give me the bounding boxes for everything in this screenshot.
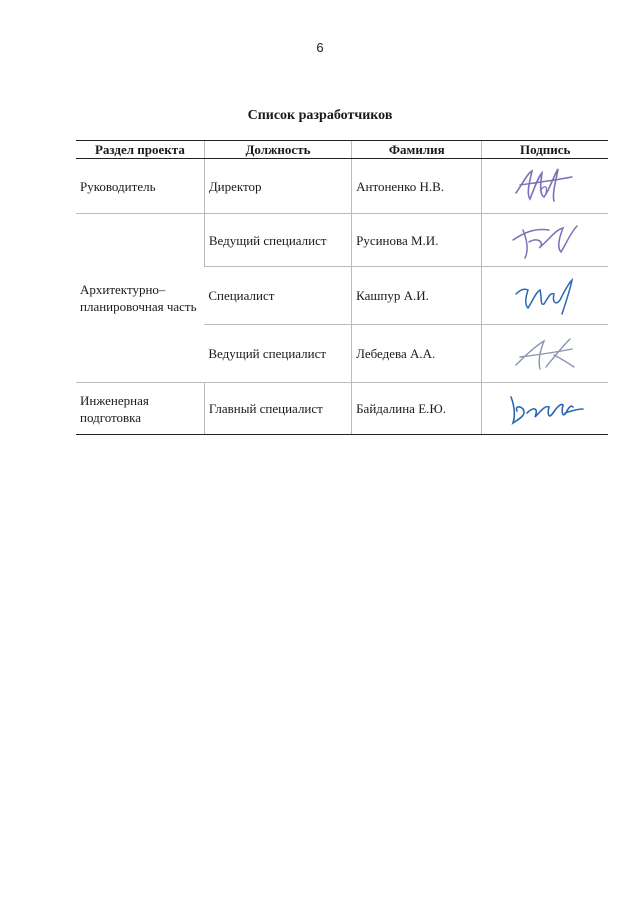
developers-table bbox=[76, 140, 608, 435]
name-cell: Антоненко Н.В. bbox=[352, 159, 482, 214]
name-cell: Русинова М.И. bbox=[352, 214, 482, 267]
header-name: Фамилия bbox=[352, 141, 482, 159]
signature-image bbox=[510, 331, 580, 377]
section-cell: Инженерная подготовка bbox=[76, 383, 204, 435]
position-cell: Специалист bbox=[204, 267, 351, 325]
section-cell: Архитектурно–планировочная часть bbox=[76, 214, 204, 383]
section-cell: Руководитель bbox=[76, 159, 204, 214]
document-title: Список разработчиков bbox=[247, 108, 393, 123]
position-cell: Ведущий специалист bbox=[204, 325, 351, 383]
signature-cell bbox=[482, 383, 608, 435]
signature-image bbox=[505, 389, 585, 429]
header-signature: Подпись bbox=[482, 141, 608, 159]
table-row bbox=[76, 383, 608, 435]
position-cell: Ведущий специалист bbox=[204, 214, 351, 267]
position-cell: Главный специалист bbox=[204, 383, 351, 435]
signature-cell bbox=[482, 325, 608, 383]
signature-image bbox=[512, 274, 578, 318]
table-header-row bbox=[76, 141, 608, 159]
signature-cell bbox=[482, 267, 608, 325]
header-position: Должность bbox=[204, 141, 351, 159]
signature-image bbox=[510, 163, 580, 209]
signature-image bbox=[509, 218, 581, 262]
header-section: Раздел проекта bbox=[76, 141, 204, 159]
table-row bbox=[76, 214, 608, 267]
position-cell: Директор bbox=[204, 159, 351, 214]
table-row bbox=[76, 159, 608, 214]
signature-cell bbox=[482, 159, 608, 214]
signature-cell bbox=[482, 214, 608, 267]
name-cell: Лебедева А.А. bbox=[352, 325, 482, 383]
name-cell: Кашпур А.И. bbox=[352, 267, 482, 325]
name-cell: Байдалина Е.Ю. bbox=[352, 383, 482, 435]
page-number: 6 bbox=[316, 40, 324, 55]
